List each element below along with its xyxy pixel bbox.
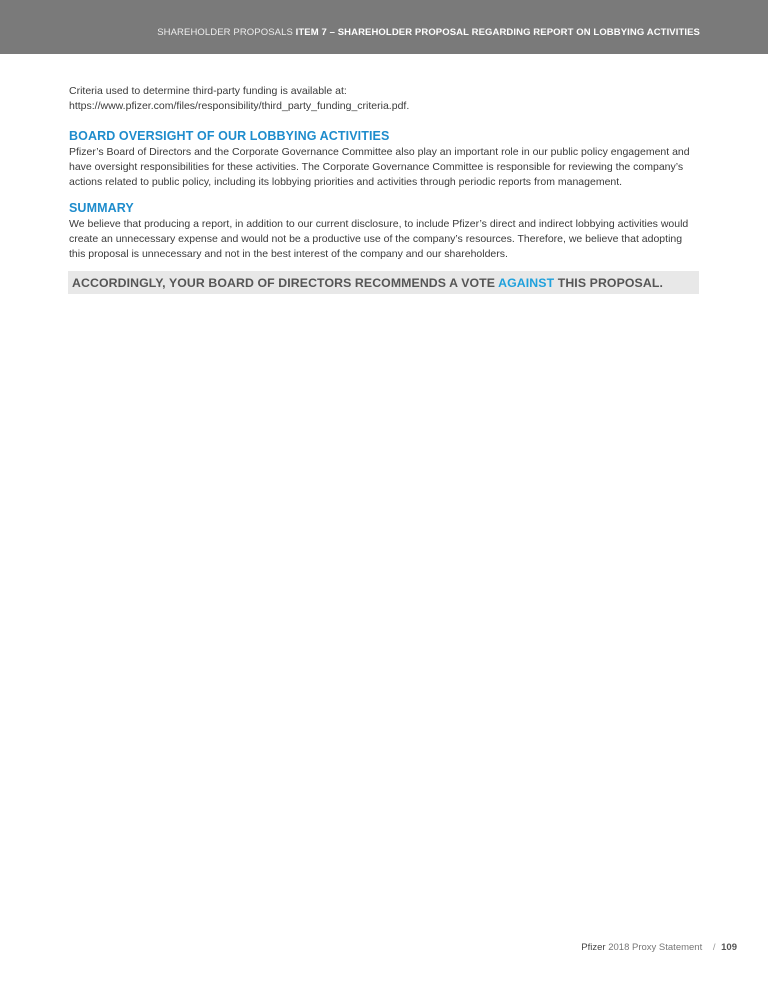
footer-brand: Pfizer bbox=[581, 942, 606, 953]
section-heading-board-oversight: BOARD OVERSIGHT OF OUR LOBBYING ACTIVITIES bbox=[69, 129, 390, 143]
page-footer bbox=[581, 942, 737, 953]
summary-paragraph: We believe that producing a report, in addition to our current disclosure, to include Pfizer’s direct and indirect lobbying activities would create an unnecessary expense and would not be a productive use of the company’s resources. Therefore, we believe that adopting this proposal is unnecessary and not in the best interest of the company and our shareholders. bbox=[69, 218, 689, 260]
header-bar bbox=[0, 0, 768, 54]
recommendation-callout bbox=[68, 271, 699, 294]
board-oversight-paragraph: Pfizer’s Board of Directors and the Corporate Governance Committee also play an important role in our public policy engagement and have oversight responsibilities for these activities. The Corporate Governance Committee is responsible for reviewing the company’s actions related to public policy, including its lobbying priorities and activities through periodic reports from management. bbox=[69, 146, 690, 188]
intro-line: Criteria used to determine third-party funding is available at: bbox=[69, 85, 347, 97]
criteria-url: https://www.pfizer.com/files/responsibility/third_party_funding_criteria.pdf. bbox=[69, 100, 410, 112]
section-heading-summary: SUMMARY bbox=[69, 201, 134, 215]
running-header bbox=[157, 27, 700, 38]
footer-document-title: 2018 Proxy Statement bbox=[608, 942, 703, 953]
header-title: ITEM 7 – SHAREHOLDER PROPOSAL REGARDING REPORT ON LOBBYING ACTIVITIES bbox=[295, 27, 700, 38]
recommendation-emphasis: AGAINST bbox=[498, 276, 555, 290]
header-section: SHAREHOLDER PROPOSALS bbox=[157, 27, 293, 38]
intro-paragraph bbox=[69, 84, 699, 114]
recommendation-prefix: ACCORDINGLY, YOUR BOARD OF DIRECTORS RECOMMENDS A VOTE bbox=[72, 276, 496, 290]
footer-separator: / bbox=[712, 942, 716, 953]
page-content bbox=[69, 84, 699, 294]
page-number: 109 bbox=[721, 942, 737, 953]
recommendation-suffix: THIS PROPOSAL. bbox=[557, 276, 663, 290]
